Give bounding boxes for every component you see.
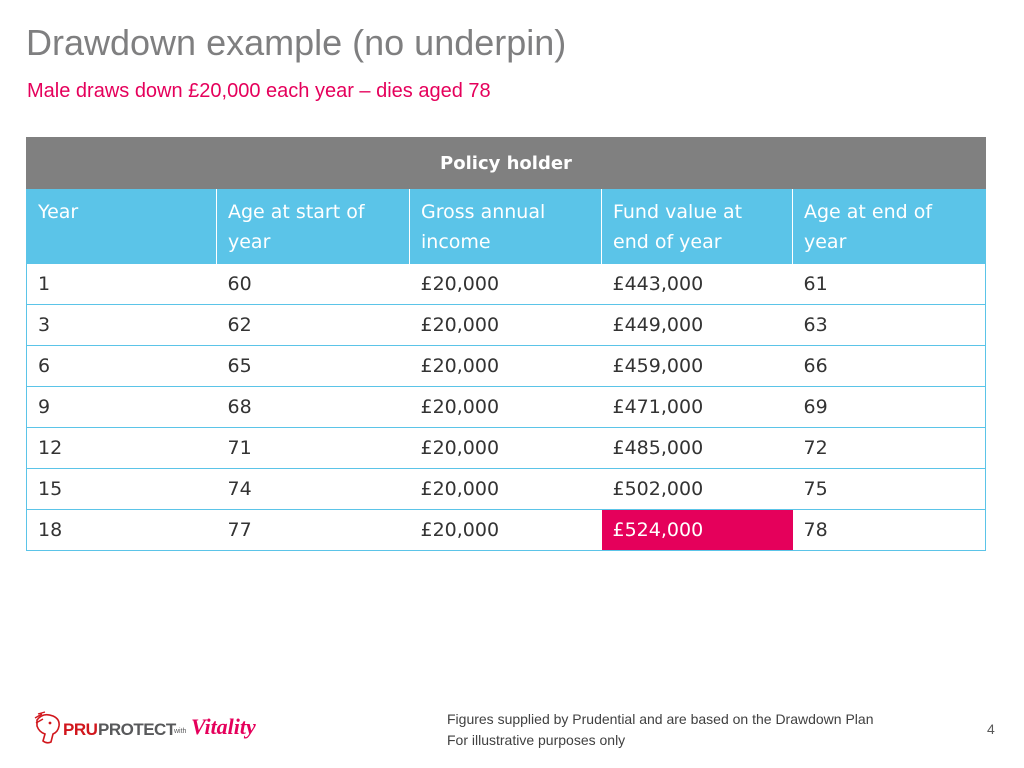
table-cell: £502,000	[602, 469, 793, 510]
column-header: Year	[27, 189, 217, 264]
column-header: Gross annual income	[410, 189, 602, 264]
table-row	[27, 469, 986, 510]
table-cell: 6	[27, 346, 217, 387]
slide-title: Drawdown example (no underpin)	[26, 22, 567, 63]
slide-subtitle: Male draws down £20,000 each year – dies aged 78	[27, 80, 491, 102]
table-cell: £471,000	[602, 387, 793, 428]
table-cell: 68	[217, 387, 410, 428]
table-cell: 74	[217, 469, 410, 510]
column-header: Age at end of year	[793, 189, 986, 264]
table-cell: 60	[217, 264, 410, 305]
table-cell: 62	[217, 305, 410, 346]
table-header-row	[27, 189, 986, 264]
table-cell: £485,000	[602, 428, 793, 469]
prudence-figure-icon	[33, 710, 63, 746]
highlighted-fund-value-cell: £524,000	[602, 510, 793, 551]
pruprotect-vitality-logo	[33, 706, 263, 750]
table-cell: £20,000	[410, 264, 602, 305]
table-cell: 66	[793, 346, 986, 387]
column-header: Age at start of year	[217, 189, 410, 264]
table-row	[27, 428, 986, 469]
page-number: 4	[987, 721, 995, 737]
logo-with-text: with	[174, 728, 187, 735]
table-cell: 63	[793, 305, 986, 346]
table-row	[27, 346, 986, 387]
column-header: Fund value at end of year	[602, 189, 793, 264]
table-row	[27, 510, 986, 551]
table-cell: 65	[217, 346, 410, 387]
table-cell: 61	[793, 264, 986, 305]
table-row	[27, 387, 986, 428]
table-cell: 12	[27, 428, 217, 469]
logo-pru-text: PRU	[63, 720, 98, 739]
table-cell: 18	[27, 510, 217, 551]
table-cell: £20,000	[410, 346, 602, 387]
logo-protect-text: PROTECT	[98, 720, 176, 739]
table-cell: £20,000	[410, 510, 602, 551]
table-cell: £459,000	[602, 346, 793, 387]
table-row	[27, 305, 986, 346]
footnote-line: Figures supplied by Prudential and are based on the Drawdown Plan	[447, 711, 874, 727]
footnote-line: For illustrative purposes only	[447, 732, 626, 748]
table-cell: 15	[27, 469, 217, 510]
table-cell: £443,000	[602, 264, 793, 305]
logo-vitality-text: Vitality	[191, 714, 256, 739]
table-cell: 1	[27, 264, 217, 305]
table-row	[27, 264, 986, 305]
table-cell: 72	[793, 428, 986, 469]
table-cell: £20,000	[410, 387, 602, 428]
table-cell: 77	[217, 510, 410, 551]
table-cell: 9	[27, 387, 217, 428]
footnote	[447, 709, 874, 751]
table-cell: £20,000	[410, 428, 602, 469]
table-cell: 75	[793, 469, 986, 510]
table-cell: £449,000	[602, 305, 793, 346]
table-cell: 78	[793, 510, 986, 551]
table-cell: £20,000	[410, 469, 602, 510]
table-cell: 3	[27, 305, 217, 346]
table-cell: 69	[793, 387, 986, 428]
table-caption: Policy holder	[27, 138, 986, 189]
table-cell: 71	[217, 428, 410, 469]
table-cell: £20,000	[410, 305, 602, 346]
policy-holder-table	[26, 137, 986, 551]
